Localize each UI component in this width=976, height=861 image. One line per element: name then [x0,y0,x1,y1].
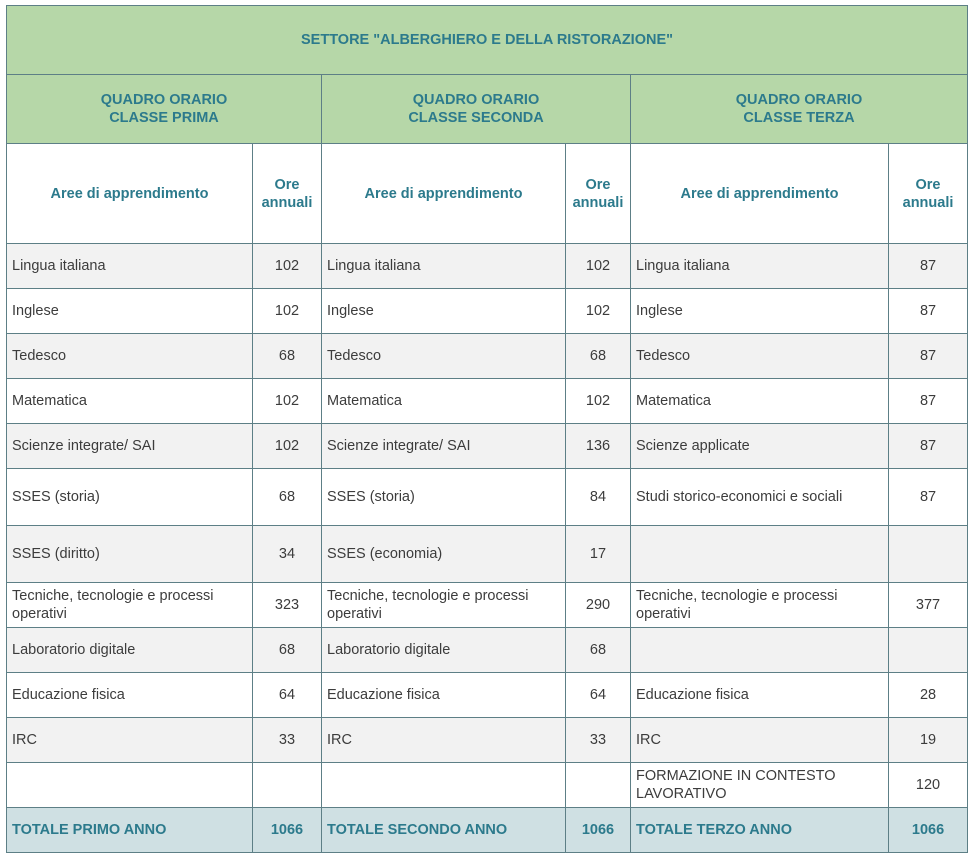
hours-cell: 87 [889,244,968,289]
header-area-3: Aree di apprendimento [631,144,889,244]
header-area-1: Aree di apprendimento [7,144,253,244]
area-cell: SSES (storia) [322,469,566,526]
area-cell: Tedesco [631,334,889,379]
area-cell [322,763,566,808]
hours-cell: 102 [253,289,322,334]
quadro-prima-line2: CLASSE PRIMA [109,110,219,126]
table-title: SETTORE "ALBERGHIERO E DELLA RISTORAZIONE" [7,6,968,75]
table-row [7,763,968,808]
hours-cell: 87 [889,469,968,526]
hours-cell: 87 [889,334,968,379]
table-row [7,289,968,334]
area-cell: Tecniche, tecnologie e processi operativi [322,583,566,628]
total-value-prima: 1066 [253,808,322,853]
table-row [7,583,968,628]
hours-cell [889,526,968,583]
hours-cell: 68 [566,628,631,673]
area-cell: SSES (economia) [322,526,566,583]
header-area-2: Aree di apprendimento [322,144,566,244]
area-cell: Scienze integrate/ SAI [7,424,253,469]
total-value-seconda: 1066 [566,808,631,853]
area-cell [7,763,253,808]
area-cell: Laboratorio digitale [7,628,253,673]
area-cell: Tedesco [7,334,253,379]
table-row [7,424,968,469]
hours-cell: 102 [566,289,631,334]
area-cell: Lingua italiana [631,244,889,289]
hours-cell: 136 [566,424,631,469]
hours-cell: 102 [253,424,322,469]
hours-cell: 33 [566,718,631,763]
quadro-terza-line2: CLASSE TERZA [743,110,855,126]
area-cell: Educazione fisica [631,673,889,718]
area-cell: Matematica [7,379,253,424]
total-label-terza: TOTALE TERZO ANNO [631,808,889,853]
column-header-row [7,144,968,244]
area-cell: Lingua italiana [322,244,566,289]
total-value-terza: 1066 [889,808,968,853]
area-cell: Educazione fisica [322,673,566,718]
hours-cell: 34 [253,526,322,583]
area-cell: Scienze applicate [631,424,889,469]
table-row [7,244,968,289]
header-ore-2-line2: annuali [572,194,624,211]
hours-cell [566,763,631,808]
hours-cell [889,628,968,673]
area-cell: Inglese [631,289,889,334]
hours-cell: 323 [253,583,322,628]
area-cell: Inglese [322,289,566,334]
area-cell: Educazione fisica [7,673,253,718]
hours-cell: 19 [889,718,968,763]
hours-cell: 102 [566,379,631,424]
quadro-seconda-line2: CLASSE SECONDA [408,110,544,126]
area-cell [631,628,889,673]
hours-cell: 33 [253,718,322,763]
total-label-seconda: TOTALE SECONDO ANNO [322,808,566,853]
area-cell: Tecniche, tecnologie e processi operativi [7,583,253,628]
schedule-table [6,5,968,853]
quadro-prima [7,75,322,144]
area-cell [631,526,889,583]
area-cell: Matematica [322,379,566,424]
hours-cell: 377 [889,583,968,628]
header-ore-3 [889,144,968,244]
totals-row [7,808,968,853]
area-cell: Inglese [7,289,253,334]
area-cell: Matematica [631,379,889,424]
quadro-row [7,75,968,144]
area-cell: IRC [7,718,253,763]
table-row [7,628,968,673]
hours-cell: 64 [253,673,322,718]
hours-cell: 102 [566,244,631,289]
header-ore-1-line1: Ore [274,176,300,193]
schedule-container [6,5,967,853]
area-cell: Studi storico-economici e sociali [631,469,889,526]
header-ore-3-line1: Ore [915,176,941,193]
hours-cell: 28 [889,673,968,718]
table-row [7,526,968,583]
hours-cell: 68 [253,628,322,673]
hours-cell: 68 [253,334,322,379]
hours-cell: 87 [889,379,968,424]
quadro-seconda-line1: QUADRO ORARIO [412,92,540,108]
hours-cell: 68 [566,334,631,379]
header-ore-3-line2: annuali [902,194,954,211]
hours-cell [253,763,322,808]
hours-cell: 102 [253,244,322,289]
area-cell: Lingua italiana [7,244,253,289]
table-row [7,673,968,718]
title-row [7,6,968,75]
hours-cell: 17 [566,526,631,583]
hours-cell: 102 [253,379,322,424]
table-row [7,718,968,763]
hours-cell: 87 [889,424,968,469]
quadro-terza-line1: QUADRO ORARIO [735,92,863,108]
table-row [7,334,968,379]
area-cell: FORMAZIONE IN CONTESTO LAVORATIVO [631,763,889,808]
area-cell: Scienze integrate/ SAI [322,424,566,469]
area-cell: Tedesco [322,334,566,379]
area-cell: SSES (diritto) [7,526,253,583]
hours-cell: 68 [253,469,322,526]
area-cell: IRC [322,718,566,763]
hours-cell: 290 [566,583,631,628]
area-cell: SSES (storia) [7,469,253,526]
quadro-seconda [322,75,631,144]
table-row [7,379,968,424]
header-ore-2 [566,144,631,244]
hours-cell: 120 [889,763,968,808]
table-row [7,469,968,526]
hours-cell: 64 [566,673,631,718]
header-ore-1 [253,144,322,244]
hours-cell: 87 [889,289,968,334]
area-cell: Tecniche, tecnologie e processi operativi [631,583,889,628]
header-ore-2-line1: Ore [585,176,611,193]
header-ore-1-line2: annuali [261,194,313,211]
area-cell: Laboratorio digitale [322,628,566,673]
quadro-prima-line1: QUADRO ORARIO [100,92,228,108]
area-cell: IRC [631,718,889,763]
total-label-prima: TOTALE PRIMO ANNO [7,808,253,853]
hours-cell: 84 [566,469,631,526]
quadro-terza [631,75,968,144]
